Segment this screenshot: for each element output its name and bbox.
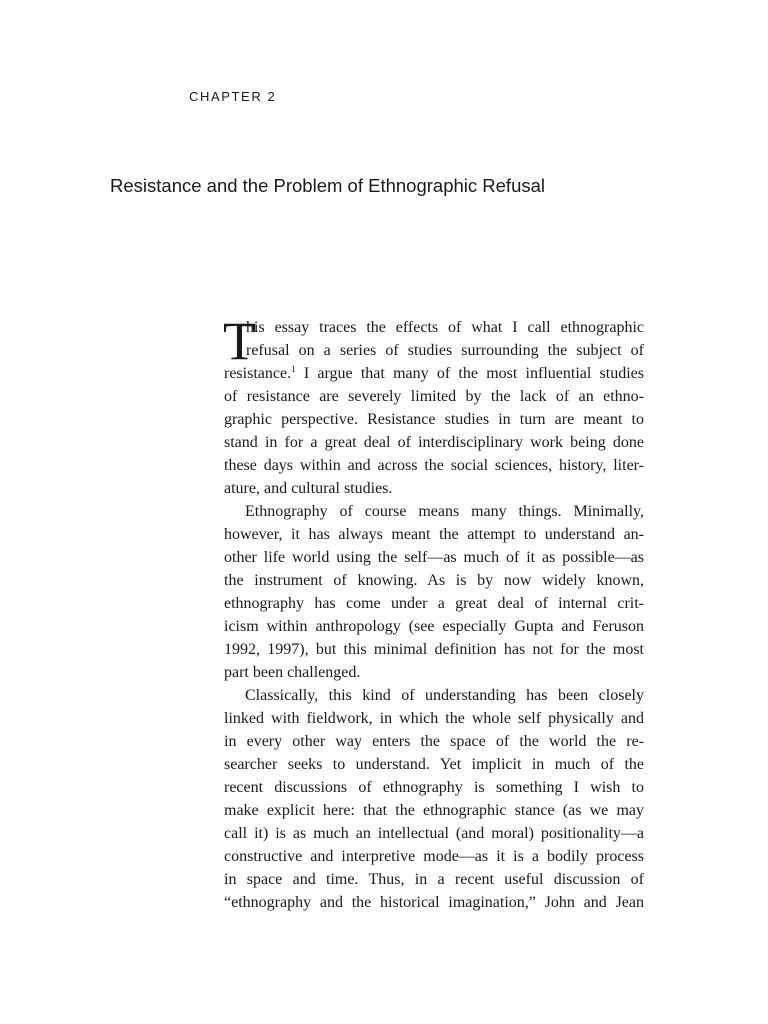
text-line: these days within and across the social sciences, history, liter-: [224, 457, 644, 474]
text-line: [224, 362, 644, 385]
text-line: linked with fieldwork, in which the whole self physically and: [224, 710, 644, 727]
text-line: Ethnography of course means many things. Minimally,: [245, 503, 644, 520]
text-line: “ethnography and the historical imagination,” John and Jean: [224, 894, 644, 911]
text-line: stand in for a great deal of interdisciplinary work being done: [224, 434, 644, 451]
paragraph: [224, 500, 644, 684]
text-line: ature, and cultural studies.: [224, 480, 393, 497]
paragraph: [223, 311, 644, 500]
chapter-title: Resistance and the Problem of Ethnographic Refusal: [110, 175, 546, 196]
text-line: constructive and interpretive mode—as it is a bodily process: [224, 848, 644, 865]
text-line: Classically, this kind of understanding has been closely: [245, 687, 644, 704]
text-line: icism within anthropology (see especially Gupta and Feruson: [224, 618, 644, 635]
text-line: ethnography has come under a great deal of internal crit-: [224, 595, 644, 612]
text-line: make explicit here: that the ethnographic stance (as we may: [224, 802, 644, 819]
footnote-marker[interactable]: 1: [291, 364, 296, 374]
text-line: in every other way enters the space of the world the re-: [224, 733, 644, 750]
text-line: his essay traces the effects of what I call ethnographic: [246, 319, 644, 336]
paragraph: [224, 684, 644, 914]
text-line: graphic perspective. Resistance studies in turn are meant to: [224, 411, 644, 428]
text-line: recent discussions of ethnography is something I wish to: [224, 779, 644, 796]
text-line: refusal on a series of studies surrounding the subject of: [246, 342, 644, 359]
chapter-label: CHAPTER 2: [189, 89, 277, 104]
text-line: the instrument of knowing. As is by now widely known,: [224, 572, 644, 589]
text-line: 1992, 1997), but this minimal definition has not for the most: [224, 641, 644, 658]
text-segment: resistance.: [224, 365, 292, 382]
body-text: [223, 311, 644, 914]
text-line: searcher seeks to understand. Yet implicit in much of the: [224, 756, 644, 773]
paragraphs: [223, 311, 644, 914]
text-line: other life world using the self—as much of it as possible—as: [224, 549, 644, 566]
text-line: part been challenged.: [224, 664, 361, 681]
text-segment: I argue that many of the most influential studies: [295, 365, 644, 382]
text-line: call it) is as much an intellectual (and moral) positionality—a: [224, 825, 644, 842]
drop-cap: T: [223, 311, 256, 371]
text-line: however, it has always meant the attempt to understand an-: [224, 526, 644, 543]
text-line: of resistance are severely limited by the lack of an ethno-: [224, 388, 644, 405]
text-line: in space and time. Thus, in a recent useful discussion of: [224, 871, 644, 888]
